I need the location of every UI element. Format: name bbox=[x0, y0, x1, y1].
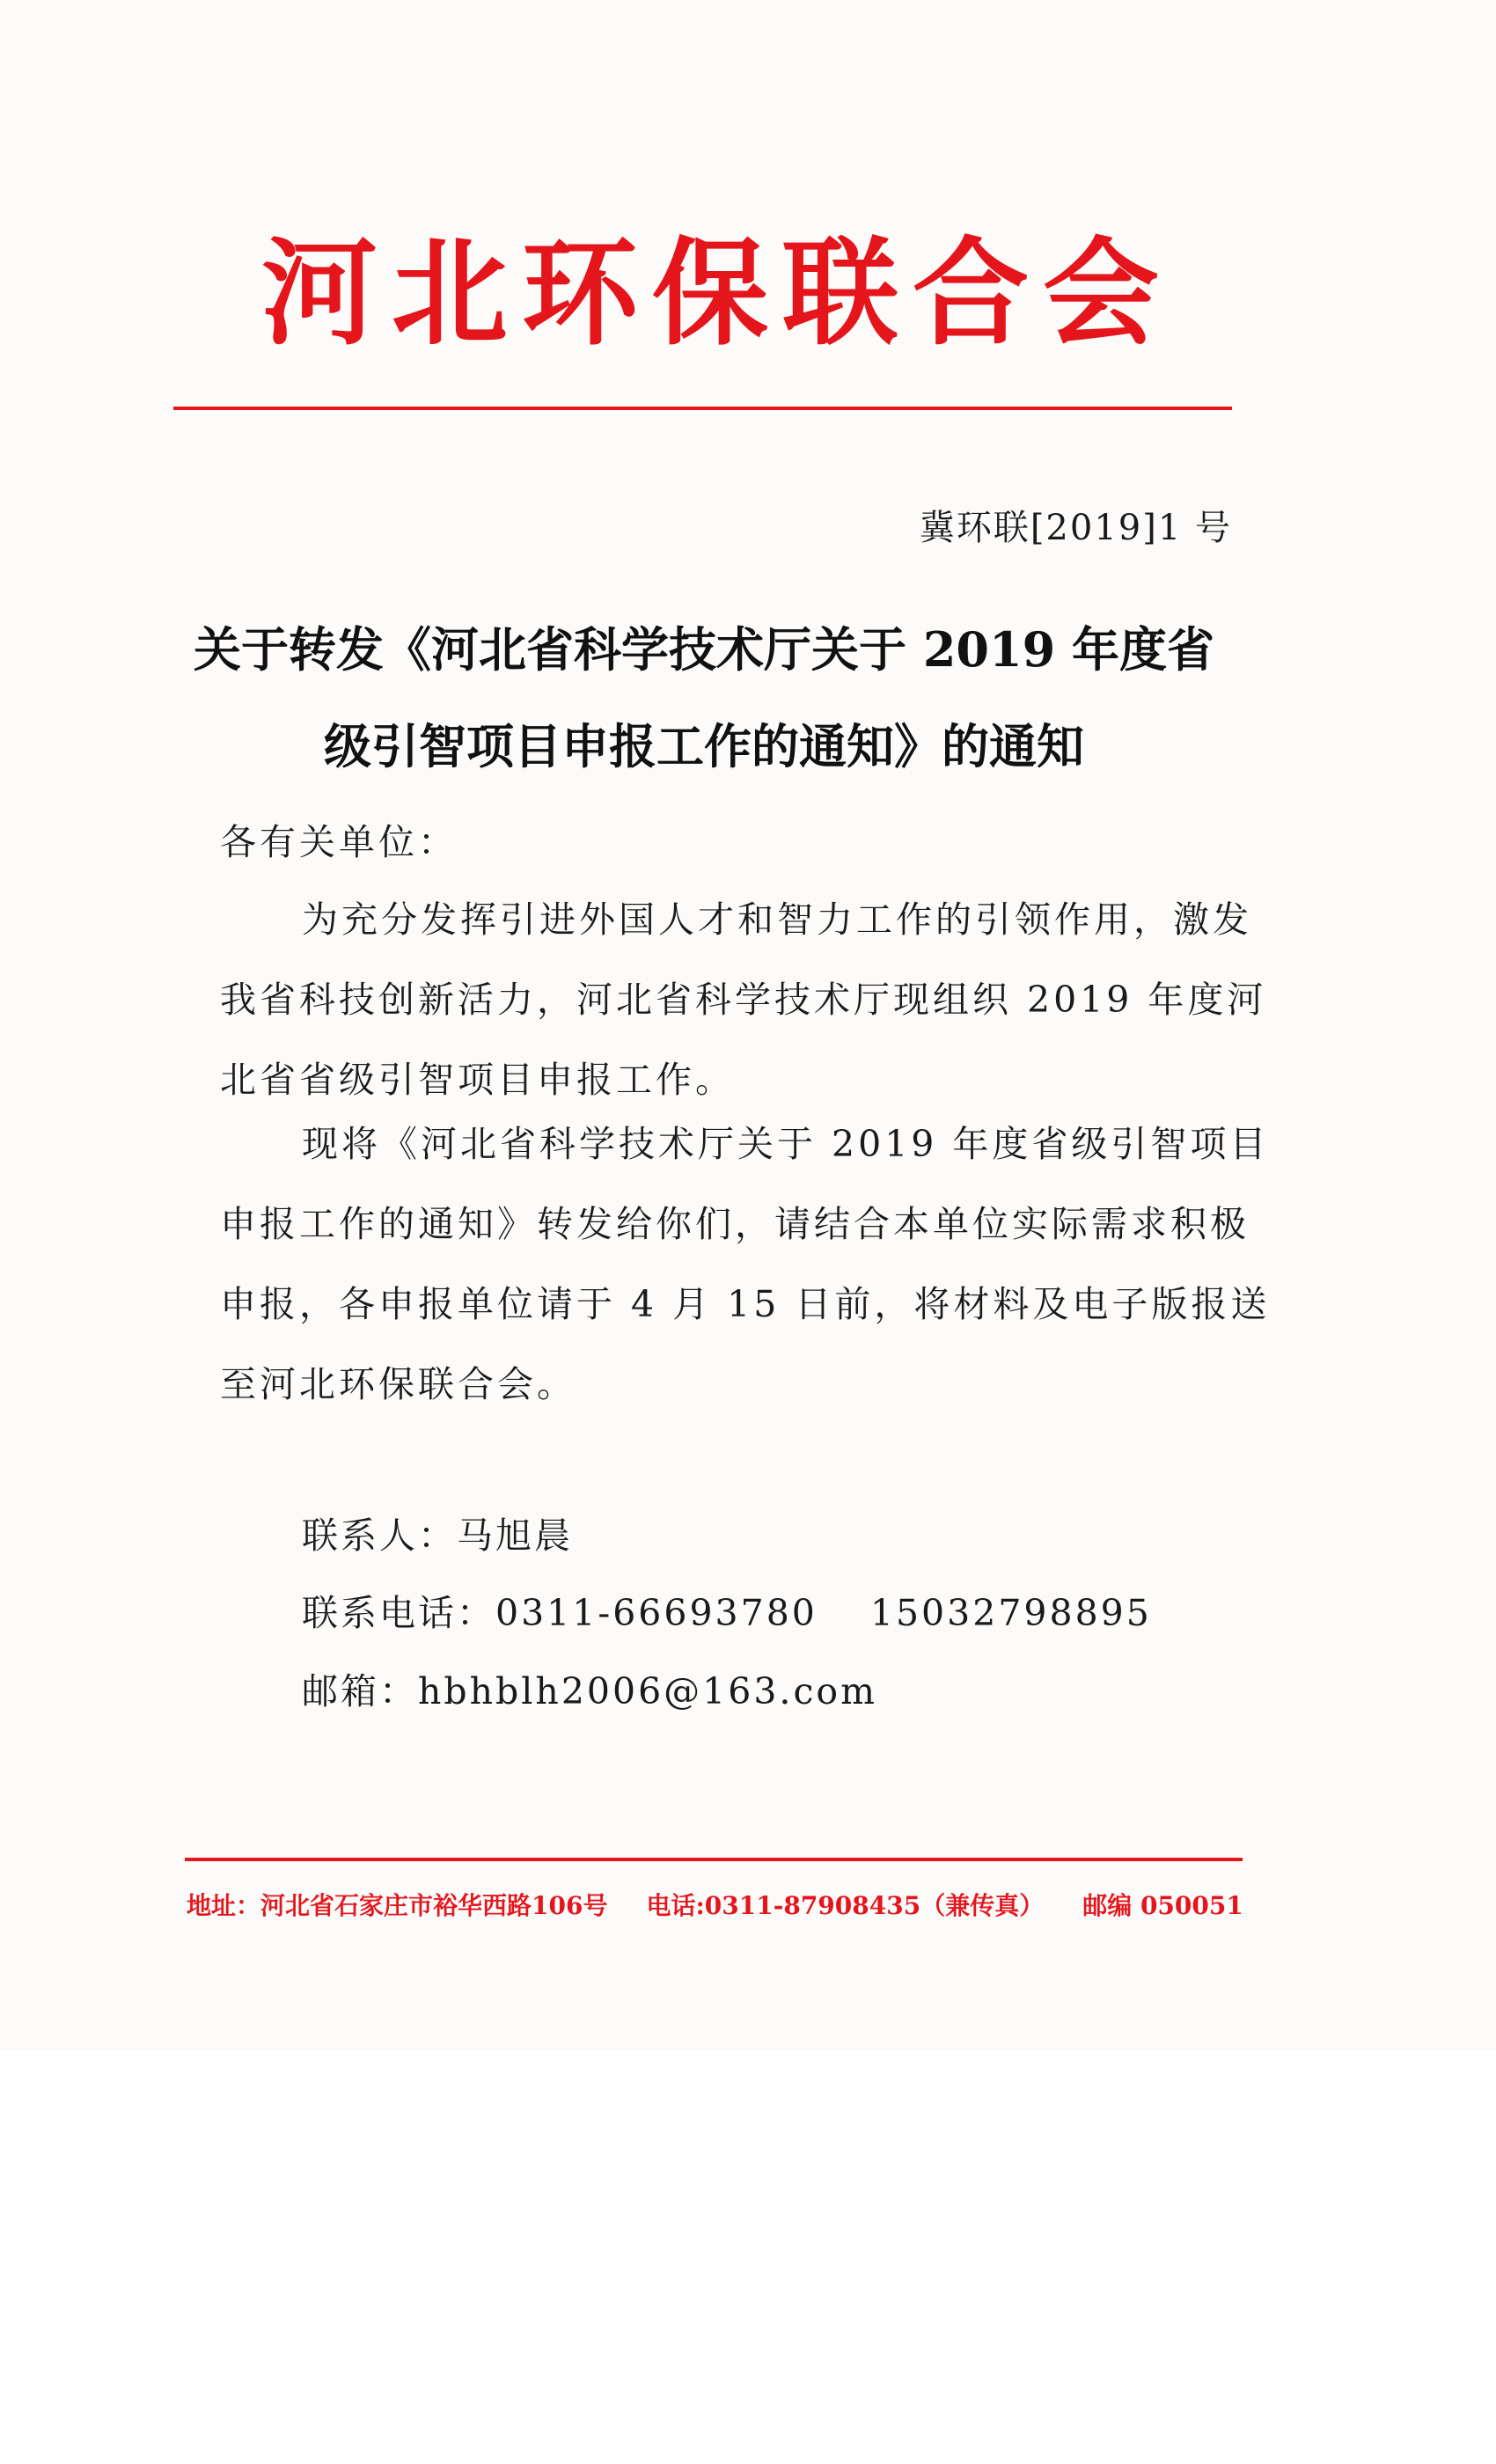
footer bbox=[187, 1887, 1243, 1922]
footer-address: 地址：河北省石家庄市裕华西路106号 bbox=[187, 1891, 608, 1920]
paragraph-line: 至河北环保联合会。 bbox=[220, 1363, 576, 1405]
contact-email: 邮箱：hbhblh2006@163.com bbox=[302, 1670, 877, 1712]
document-title-line-1: 关于转发《河北省科学技术厅关于 2019 年度省 bbox=[194, 621, 1214, 678]
footer-red-rule bbox=[185, 1858, 1243, 1861]
footer-postcode: 邮编 050051 bbox=[1082, 1891, 1243, 1920]
contact-phone-landline: 联系电话：0311-66693780 bbox=[302, 1592, 818, 1634]
salutation: 各有关单位： bbox=[220, 821, 458, 863]
body-paragraph-2 bbox=[220, 1104, 1271, 1425]
contact-phone bbox=[302, 1584, 1152, 1636]
paragraph-line: 申报，各申报单位请于 4 月 15 日前，将材料及电子版报送 bbox=[220, 1283, 1271, 1325]
paragraph-line: 我省科技创新活力，河北省科学技术厅现组织 2019 年度河 bbox=[220, 979, 1267, 1021]
document-title-line-2: 级引智项目申报工作的通知》的通知 bbox=[324, 718, 1084, 774]
letterhead-red-rule bbox=[173, 407, 1232, 410]
paragraph-line: 申报工作的通知》转发给你们，请结合本单位实际需求积极 bbox=[220, 1203, 1250, 1245]
paragraph-line: 北省省级引智项目申报工作。 bbox=[220, 1059, 735, 1101]
document-title bbox=[176, 601, 1232, 795]
contact-phone-mobile: 15032798895 bbox=[869, 1592, 1152, 1634]
footer-phone: 电话:0311-87908435（兼传真） bbox=[646, 1891, 1045, 1920]
document-number: 冀环联[2019]1 号 bbox=[919, 508, 1232, 548]
letterhead-organization-name: 河北环保联合会 bbox=[261, 225, 1173, 362]
paragraph-line: 现将《河北省科学技术厅关于 2019 年度省级引智项目 bbox=[302, 1123, 1270, 1165]
contact-person: 联系人：马旭晨 bbox=[302, 1514, 573, 1557]
body-paragraph-1 bbox=[220, 880, 1267, 1120]
paragraph-line: 为充分发挥引进外国人才和智力工作的引领作用，激发 bbox=[302, 898, 1252, 941]
